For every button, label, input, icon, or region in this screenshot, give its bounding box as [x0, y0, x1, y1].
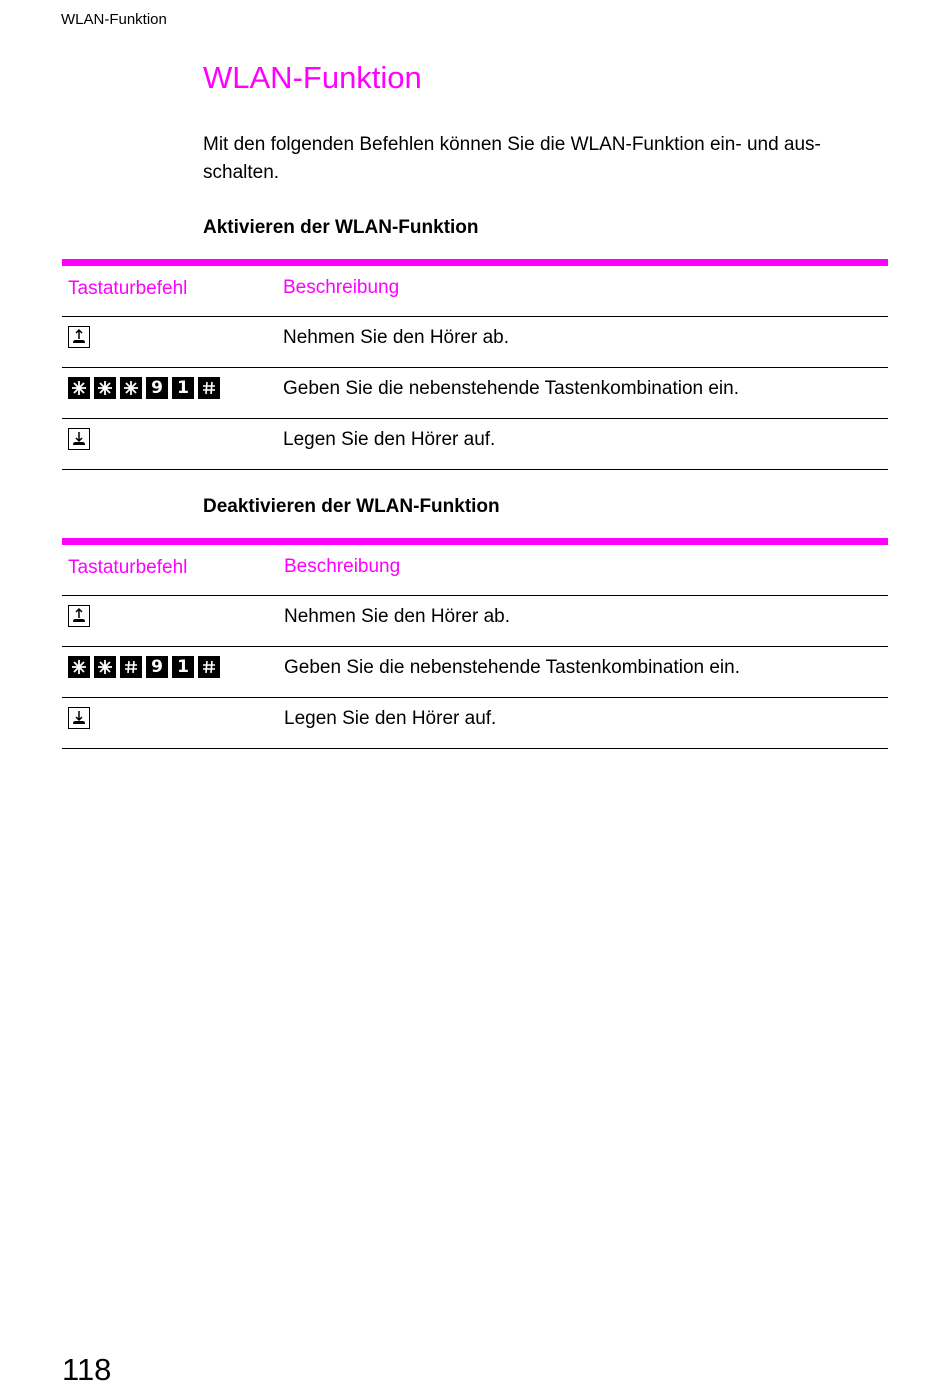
row-description: Geben Sie die nebenstehende Tastenkombination ein. — [284, 657, 740, 678]
table-header-row — [62, 266, 888, 317]
key-9: 9 — [146, 656, 168, 678]
key-sequence — [68, 656, 220, 678]
key-sequence — [68, 605, 90, 627]
column-header-command: Tastaturbefehl — [68, 557, 188, 578]
key-sequence — [68, 377, 220, 399]
column-header-description: Beschreibung — [283, 277, 400, 298]
key-star — [68, 377, 90, 399]
activate-command-table — [62, 259, 888, 470]
key-hash — [120, 656, 142, 678]
key-1: 1 — [172, 656, 194, 678]
running-header: WLAN-Funktion — [61, 11, 167, 28]
table-top-bar — [62, 259, 888, 266]
table-top-bar — [62, 538, 888, 545]
page-number: 118 — [62, 1352, 112, 1387]
row-description: Nehmen Sie den Hörer ab. — [283, 327, 510, 348]
column-header-description: Beschreibung — [284, 556, 401, 577]
row-description: Geben Sie die nebenstehende Tastenkombination ein. — [283, 378, 739, 399]
key-9: 9 — [146, 377, 168, 399]
row-description: Nehmen Sie den Hörer ab. — [284, 606, 511, 627]
handset-lift-icon — [68, 605, 90, 627]
intro-line-2: schalten. — [203, 162, 280, 183]
section-heading-deactivate: Deaktivieren der WLAN-Funktion — [203, 496, 500, 517]
key-star — [94, 377, 116, 399]
intro-line-1: Mit den folgenden Befehlen können Sie die WLAN-Funktion ein- und aus- — [203, 134, 821, 155]
handset-replace-icon — [68, 707, 90, 729]
key-sequence — [68, 428, 90, 450]
key-sequence — [68, 707, 90, 729]
key-star — [68, 656, 90, 678]
row-description: Legen Sie den Hörer auf. — [283, 429, 496, 450]
table-header-row — [62, 545, 888, 596]
key-sequence — [68, 326, 90, 348]
table-row — [62, 419, 888, 470]
table-row — [62, 647, 888, 698]
table-row — [62, 317, 888, 368]
table-row — [62, 698, 888, 749]
key-hash — [198, 377, 220, 399]
column-header-command: Tastaturbefehl — [68, 278, 188, 299]
handset-lift-icon — [68, 326, 90, 348]
key-hash — [198, 656, 220, 678]
row-description: Legen Sie den Hörer auf. — [284, 708, 497, 729]
key-1: 1 — [172, 377, 194, 399]
table-row — [62, 368, 888, 419]
deactivate-command-table — [62, 538, 888, 749]
handset-replace-icon — [68, 428, 90, 450]
key-star — [94, 656, 116, 678]
section-heading-activate: Aktivieren der WLAN-Funktion — [203, 217, 479, 238]
page-title: WLAN-Funktion — [203, 60, 422, 95]
key-star — [120, 377, 142, 399]
intro-paragraph — [203, 131, 883, 187]
table-row — [62, 596, 888, 647]
